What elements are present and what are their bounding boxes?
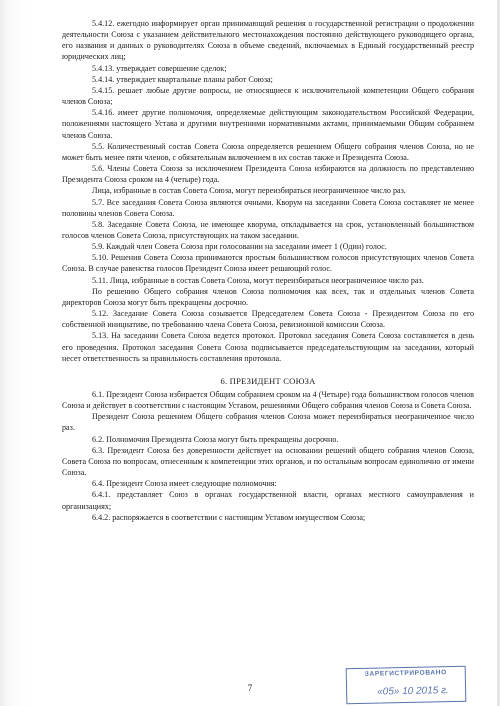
paragraph: 5.12. Заседание Совета Союза созывается Председателем Совета Союза - Президентом Союза по его собственной инициативе, по требованию члена Совета Союза, ревизионной комиссии Союза.: [62, 309, 474, 330]
stamp-title: ЗАРЕГИСТРИРОВАНО: [364, 669, 447, 678]
paragraph: 5.4.13. утверждает совершение сделок;: [92, 63, 227, 73]
paragraph: Лица, избранные в состав Совета Союза, могут переизбираться неограниченное число раз.: [92, 186, 406, 196]
paragraph: 5.11. Лица, избранные в состав Совета Союза, могут переизбираться неограниченное число раз.: [92, 275, 424, 285]
paragraph: 5.7. Все заседания Совета Союза являются очными. Кворум на заседании Совета Союза составляет не менее половины членов Совета Союза.: [62, 197, 474, 218]
paragraph: 5.5. Количественный состав Совета Союза определяется решением Общего собрания членов Союза, но не может быть менее пяти членов, с обязательным включением в их состав также и Президента Союза.: [62, 141, 474, 162]
paragraph: 6.4. Президент Союза имеет следующие полномочия:: [92, 479, 277, 489]
paragraph: 6.3. Президент Союза без доверенности действует на основании решений общего собрания членов Союза, Совета Союза по вопросам, отнесенным к компетенции этих органов, и по остальным вопросам единолично от имени Союза.: [62, 445, 474, 478]
paragraph: 6.1. Президент Союза избирается Общим собранием сроком на 4 (Четыре) года большинством голосов членов Союза и действует в соответствии с настоящим Уставом, решениями Общего собрания членов Союза и Совета Союза.: [62, 390, 474, 411]
section-6-paragraphs: [62, 389, 474, 523]
paragraph: 5.10. Решения Совета Союза принимаются простым большинством голосов присутствующих членов Совета Союза. В случае равенства голосов Президент Союза имеет решающий голос.: [62, 253, 474, 274]
paragraph: 6.4.1. представляет Союз в органах государственной власти, органах местного самоуправления и организациях;: [62, 490, 474, 511]
paragraph: Президент Союза решением Общего собрания членов Союза может переизбираться неограниченное число раз.: [62, 412, 474, 433]
paragraph: 5.6. Члены Совета Союза за исключением Президента Союза избираются на должность по представлению Президента Союза сроком на 4 (четыре) года.: [62, 164, 474, 185]
paragraph: 5.4.12. ежегодно информирует орган принимающий решения о государственной регистрации о продолжении деятельности Союза с указанием действительного местонахождения постоянно действующего руководящего органа, его названия и данных о руководителях Союза в объеме сведений, включаемых в Единый государственный реестр юридических лиц;: [62, 19, 474, 62]
paragraph: 5.13. На заседании Совета Союза ведется протокол. Протокол заседания Совета Союза составляется в день его проведения. Протокол заседания Совета Союза подписывается председательствующим на заседании, который несет ответственность за правильность составления протокола.: [62, 331, 474, 363]
paragraph: 6.4.2. распоряжается в соответствии с настоящим Уставом имуществом Союза;: [92, 512, 366, 522]
paragraph: По решению Общего собрания членов Союза полномочия как всех, так и отдельных членов Совета директоров Союза могут быть прекращены досрочно.: [62, 286, 474, 307]
section-5-paragraphs: [62, 18, 474, 364]
text-column: [62, 18, 474, 523]
page-number: 7: [247, 683, 253, 693]
paragraph: 5.4.15. решает любые другие вопросы, не относящиеся к исключительной компетенции Общего собрания членов Союза;: [62, 85, 474, 107]
stamp-date: «05» 10 2015 г.: [377, 685, 449, 698]
section-heading: 6. ПРЕЗИДЕНТ СОЮЗА: [220, 375, 316, 386]
paragraph: 5.4.14. утверждает квартальные планы работ Союза;: [92, 74, 273, 84]
paragraph: 6.2. Полномочия Президента Союза могут быть прекращены досрочно.: [92, 434, 339, 444]
paragraph: 5.9. Каждый член Совета Союза при голосовании на заседании имеет 1 (Один) голос.: [92, 242, 387, 252]
paragraph: 5.4.16. имеет другие полномочия, определяемые действующим законодательством Российской Федерации, положениями настоящего Устава и другими внутренними нормативными актами, принимаемыми Общим собранием членов Союза.: [62, 108, 474, 140]
paragraph: 5.8. Заседание Совета Союза, не имеющее кворума, откладывается на срок, установленный большинством голосов членов Совета Союза, присутствующих на таком заседании.: [62, 219, 474, 240]
